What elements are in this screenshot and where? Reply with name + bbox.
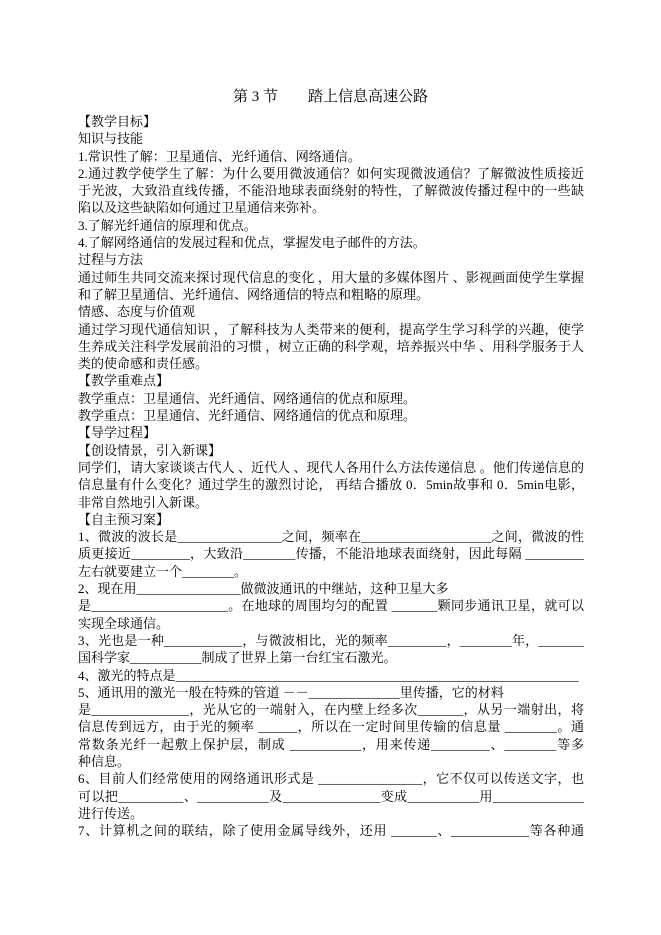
key-points-section [78,372,584,424]
question-line: 左右就要建立一个________。 [78,563,248,579]
paragraph-line: 信息量有什么变化？通过学生的激烈讨论， 再结合播放 0．5min故事和 0．5min电影， [78,477,584,493]
question-line: 国科学家___________制成了世界上第一台红宝石激光。 [78,650,397,666]
question-line: 1、微波的波长是________________之间，频率在____________________之间，微波的性 [78,529,584,545]
question-line: 常数条光纤一起敷上保护层，制成 ___________，用来传递_________、________等多 [78,736,584,752]
question-line: 是_____________________。在地球的周围均匀的配置 _______颗同步通讯卫星，就可以 [78,598,584,614]
self-preview-section [78,511,584,840]
paragraph-line: 和了解卫星通信、光纤通信、网络通信的特点和粗略的原理。 [78,286,430,302]
subheading-scenario: 【创设情景，引入新课】 [78,442,222,458]
key-point-line: 教学重点：卫星通信、光纤通信、网络通信的优点和原理。 [78,390,417,406]
key-point-line: 教学重点：卫星通信、光纤通信、网络通信的优点和原理。 [78,408,417,424]
question-6 [78,770,584,822]
paragraph-line: 同学们，请大家谈谈古代人 、近代人 、现代人各用什么方法传递信息 。他们传递信息的 [78,459,584,475]
objective-item-2-line: 于光波，大致沿直线传播，不能沿地球表面绕射的特性，了解微波传播过程中的一些缺 [78,183,584,199]
paragraph-line: 生养成关注科学发展前沿的习惯 ，树立正确的科学观，培养振兴中华 、用科学服务于人 [78,338,584,354]
question-1 [78,528,584,580]
document-body [78,113,584,839]
question-2 [78,580,584,632]
question-line: 6、目前人们经常使用的网络通讯形式是 ________________，它不仅可以传送文字，也 [78,771,584,787]
subheading-process-methods: 过程与方法 [78,252,144,268]
objective-item-3: 3.了解光纤通信的原理和优点。 [78,217,257,233]
page-title: 第 3 节 踏上信息高速公路 [232,89,428,105]
question-line: 是_______________，光从它的一端射入，在内壁上经多次_______，从另一端射出，将 [78,702,584,718]
question-line: 5、通讯用的激光一般在特殊的管道 －－______________里传播，它的材料 [78,684,504,700]
paragraph-line: 类的使命感和责任感。 [78,356,209,372]
section-heading-teaching-objectives: 【教学目标】 [78,114,157,129]
question-line: 3、光也是一种____________，与微波相比，光的频率_________，________年，_______ [78,632,584,648]
section-heading-key-points: 【教学重难点】 [78,373,170,389]
question-line: 4、激光的特点是______________________________________________________________ [78,667,579,683]
question-line: 质更接近_________，大致沿________传播，不能沿地球表面绕射，因此每隔 _________ [78,546,584,562]
question-3 [78,632,584,667]
subheading-emotion-values: 情感、态度与价值观 [78,304,196,320]
question-line: 7、计算机之间的联结，除了使用金属导线外，还用 _______、____________等各种通 [78,823,584,839]
subheading-knowledge-skills: 知识与技能 [78,131,144,147]
question-line: 实现全球通信。 [78,615,170,631]
question-line: 种信息。 [78,753,131,769]
paragraph-line: 通过学习现代通信知识 ，了解科技为人类带来的便利，提高学生学习科学的兴趣，使学 [78,321,584,337]
paragraph-line: 通过师生共同交流来探讨现代信息的变化 ，用大量的多媒体图片 、影视画面使学生掌握 [78,269,584,285]
teaching-objectives-section [78,113,584,372]
question-7 [78,822,584,839]
section-heading-guided-process: 【导学过程】 [78,425,157,441]
objective-item-4: 4.了解网络通信的发展过程和优点，掌握发电子邮件的方法。 [78,235,426,251]
paragraph-line: 非常自然地引入新课。 [78,494,209,510]
objective-item-1: 1.常识性了解：卫星通信、光纤通信、网络通信。 [78,148,361,164]
question-5 [78,684,584,770]
section-heading-self-preview: 【自主预习案】 [78,511,170,527]
question-line: 信息传到远方，由于光的频率 ______，所以在一定时间里传输的信息量 ________。通 [78,719,584,735]
question-line: 2、现在用________________做微波通讯的中继站，这种卫星大多 [78,581,449,597]
question-line: 可以把__________、___________及_______________变成___________用______________ [78,788,584,804]
question-4 [78,667,584,684]
objective-item-2-line: 陷以及这些缺陷如何通过卫星通信来弥补。 [78,200,326,216]
guided-process-section [78,424,584,510]
question-line: 进行传送。 [78,805,144,821]
objective-item-2-line: 2.通过教学使学生了解：为什么要用微波通信？如何实现微波通信？了解微波性质接近 [78,165,584,181]
